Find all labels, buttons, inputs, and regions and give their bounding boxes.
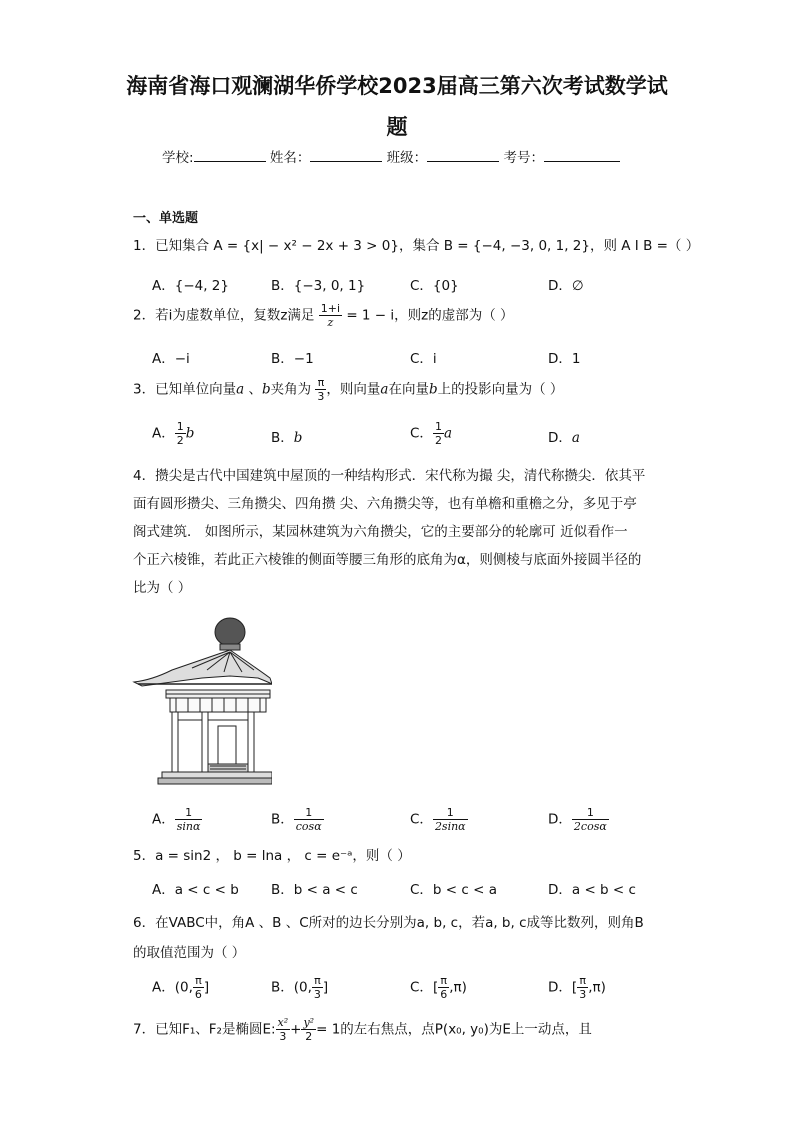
q4-option-c[interactable]: C． $\frac{1}{2\sin\alpha}$: [410, 806, 466, 833]
q5-option-a[interactable]: A．a < c < b: [152, 882, 239, 898]
q4-option-d[interactable]: D． $\frac{1}{2\cos\alpha}$: [548, 806, 607, 833]
question-3: 3．已知单位向量a 、b夹角为 $\frac{\pi}{3}$ ，则向量a在向量b上的投影向量为（ ）: [133, 376, 564, 403]
q3-option-b[interactable]: B．b: [271, 430, 303, 446]
class-label: 班级：: [386, 150, 428, 166]
vector-b: b: [261, 381, 271, 398]
q3-option-a[interactable]: A． $\frac{1}{2}$ b: [152, 420, 195, 447]
question-6: 6．在VABC中，角A 、B 、C所对的边长分别为a, b, c，若a, b, c成等比数列，则角B 的取值范围为（ ）: [133, 915, 644, 961]
student-info-line: [162, 146, 620, 166]
exam-no-blank[interactable]: [544, 149, 620, 162]
q2-fraction: $\frac{1+i}{z}$: [320, 302, 341, 329]
q5-option-b[interactable]: B．b < a < c: [271, 882, 358, 898]
q6-option-a[interactable]: A．(0, $\frac{\pi}{6}$ ]: [152, 974, 210, 1001]
page-title: 海南省海口观澜湖华侨学校2023届高三第六次考试数学试: [126, 74, 668, 98]
question-2: [133, 302, 514, 329]
q2-stem-end: = 1 − i，则z的虚部为（ ）: [346, 307, 514, 324]
question-7: 7．已知F₁、F₂是椭圆E: $\frac{\text{x²}}{3}$ + $\frac{\text{y²}}{2}$ = 1的左右焦点，点P(x₀, y₀)为E上一动点，且: [133, 1016, 592, 1043]
exam-no-label: 考号：: [503, 150, 544, 166]
section-heading: 一、单选题: [133, 211, 199, 226]
q1-option-c[interactable]: C．{0}: [410, 278, 459, 294]
name-label: 姓名：: [269, 150, 311, 166]
q6-option-b[interactable]: B．(0, $\frac{\pi}{3}$ ]: [271, 974, 329, 1001]
question-4: 4．攒尖是古代中国建筑中屋顶的一种结构形式．宋代称为撮 尖，清代称攒尖．依其平 面有圆形攒尖、三角攒尖、四角攒 尖、六角攒尖等，也有单檐和重檐之分，多见于亭 阁式建筑． 如图所示，某园林建筑为六角攒尖，它的主要部分的轮廓可 近似看作一 个正六棱锥，若此正六棱锥的侧面等腰三角形的底角为α，则侧棱与底面外接圆半径的 比为（ ）: [133, 468, 646, 596]
q1-option-b[interactable]: B．{−3, 0, 1}: [271, 278, 366, 294]
q5-option-c[interactable]: C．b < c < a: [410, 882, 497, 898]
pavilion-figure: [132, 612, 272, 792]
q2-option-c[interactable]: C．i: [410, 351, 437, 367]
q2-option-d[interactable]: D．1: [548, 351, 581, 367]
page-title-cont: 题: [386, 115, 408, 139]
name-blank[interactable]: [310, 149, 382, 162]
q3-option-d[interactable]: D．a: [548, 430, 580, 446]
q6-option-d[interactable]: D．[ $\frac{\pi}{3}$ ,π): [548, 974, 606, 1001]
q6-option-c[interactable]: C．[ $\frac{\pi}{6}$ ,π): [410, 974, 467, 1001]
q2-option-b[interactable]: B．−1: [271, 351, 314, 367]
q2-stem: 2．若i为虚数单位，复数z满足: [133, 307, 315, 324]
vector-a: a: [236, 381, 245, 398]
q2-option-a[interactable]: A．−i: [152, 351, 190, 367]
class-blank[interactable]: [427, 149, 499, 162]
q4-option-b[interactable]: B． $\frac{1}{\cos\alpha}$: [271, 806, 322, 833]
school-blank[interactable]: [194, 149, 266, 162]
q3-option-c[interactable]: C． $\frac{1}{2}$ a: [410, 420, 452, 447]
q5-option-d[interactable]: D．a < b < c: [548, 882, 636, 898]
q1-option-d[interactable]: D．∅: [548, 278, 584, 294]
question-5: 5．a = sin2 ， b = lna ， c = e⁻ᵃ，则（ ）: [133, 848, 411, 864]
q1-option-a[interactable]: A．{−4, 2}: [152, 278, 229, 294]
q4-option-a[interactable]: A． $\frac{1}{\sin\alpha}$: [152, 806, 201, 833]
question-1: 1．已知集合 A = {x| − x² − 2x + 3 > 0}，集合 B = {−4, −3, 0, 1, 2}，则 A I B =（ ）: [133, 238, 700, 254]
school-label: 学校:: [162, 150, 194, 166]
q3-angle-fraction: $\frac{\pi}{3}$: [317, 376, 325, 403]
